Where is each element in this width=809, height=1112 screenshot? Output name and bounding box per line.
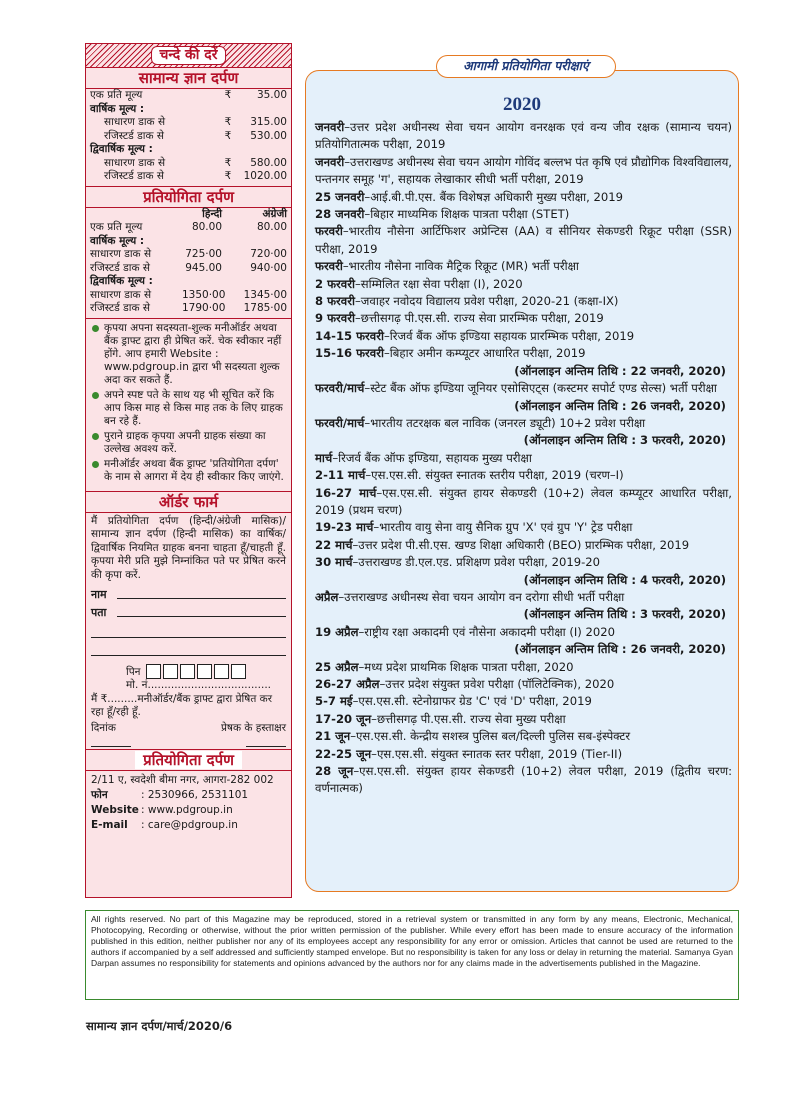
pd-rate-row <box>86 302 291 316</box>
rate-label: साधारण डाक से <box>104 116 166 128</box>
exam-text: –भारतीय वायु सेना वायु सैनिक ग्रुप 'X' एवं ग्रुप 'Y' ट्रेड परीक्षा <box>373 520 633 535</box>
address-field[interactable] <box>86 602 291 620</box>
rupee-sign <box>221 143 235 157</box>
rate-label: एक प्रति मूल्य <box>90 221 143 233</box>
exam-text: –एस.एस.सी. संयुक्त हायर सेकण्डरी (10+2) लेवल परीक्षा, 2019 (द्वितीय चरण: वर्णनात्मक) <box>315 764 732 796</box>
signature-lines <box>86 737 291 747</box>
exam-text: –उत्तराखण्ड अधीनस्थ सेवा चयन आयोग गोविंद बल्लभ पंत कृषि एवं प्रौद्योगिक विश्वविद्यालय, पन्तनगर समूह 'ग', सहायक लेखाकार सीधी भर्ती परीक्षा, 2019 <box>315 154 732 187</box>
pd-title: प्रतियोगिता दर्पण <box>86 187 291 208</box>
exam-item <box>315 659 732 676</box>
subscription-header <box>86 44 291 68</box>
exam-item <box>315 467 732 484</box>
address-line-2[interactable] <box>91 620 286 638</box>
online-deadline: (ऑनलाइन अन्तिम तिथि : 26 जनवरी, 2020) <box>514 398 726 413</box>
exam-list <box>306 116 738 798</box>
rate-amount: 1020.00 <box>243 170 287 182</box>
rate-hindi: 80.00 <box>191 221 222 233</box>
exam-text: –एस.एस.सी. संयुक्त हायर सेकण्डरी (10+2) लेवल कम्प्यूटर आधारित परीक्षा, 2019 (प्रथम चरण) <box>315 485 732 517</box>
rate-label: रजिस्टर्ड डाक से <box>104 170 164 182</box>
rate-hindi: 725·00 <box>185 248 222 260</box>
rate-hindi: 1350·00 <box>182 288 226 301</box>
exam-date: 14-15 फरवरी <box>315 328 384 343</box>
address-line: 2/11 ए, स्वदेशी बीमा नगर, आगरा-282 002 <box>91 773 274 786</box>
exam-date: 26-27 अप्रैल <box>315 677 380 691</box>
exam-date: 16-27 मार्च <box>315 485 377 500</box>
exam-item <box>315 415 732 432</box>
year-heading: 2020 <box>503 94 541 115</box>
exam-date: 30 मार्च <box>315 555 353 570</box>
exam-text: –छत्तीसगढ़ पी.एस.सी. राज्य सेवा मुख्य परीक्षा <box>371 711 566 726</box>
publisher-address <box>86 750 291 835</box>
rupee-sign: ₹ <box>224 89 232 101</box>
rate-amount <box>235 143 287 157</box>
exam-date: 17-20 जून <box>315 711 372 726</box>
exam-date: फरवरी/मार्च <box>315 415 365 430</box>
sgd-rate-row <box>86 170 291 184</box>
exam-item <box>315 189 732 206</box>
note-item <box>90 458 287 484</box>
subscription-panel <box>85 43 292 898</box>
exam-item <box>315 119 732 154</box>
rate-english: 80.00 <box>256 221 287 233</box>
pd-rate-row <box>86 289 291 303</box>
exam-date: जनवरी <box>315 120 345 134</box>
exam-date: 22-25 जून <box>315 746 372 761</box>
notes-list <box>86 319 291 489</box>
col-hindi: हिन्दी <box>202 207 222 220</box>
exam-item <box>315 485 732 520</box>
date-label: दिनांक <box>91 721 116 734</box>
bullet-icon <box>92 325 99 332</box>
exam-text: –स्टेट बैंक ऑफ इण्डिया जूनियर एसोसिएट्स (कस्टमर सपोर्ट एण्ड सेल्स) भर्ती परीक्षा <box>364 381 717 396</box>
note-text: पुराने ग्राहक कृपया अपनी ग्राहक संख्या का उल्लेख अवश्य करें. <box>104 429 266 455</box>
rate-english: 1785·00 <box>243 302 287 314</box>
exam-text: –उत्तर प्रदेश अधीनस्थ सेवा चयन आयोग वनरक्षक एवं वन्य जीव रक्षक (सामान्य चयन) प्रतियोगितात्मक परीक्षा, 2019 <box>315 120 732 152</box>
exam-text: –एस.एस.सी. संयुक्त स्नातक स्तरीय परीक्षा, 2019 (चरण–I) <box>365 468 624 483</box>
exam-item <box>315 380 732 397</box>
exam-item <box>315 154 732 189</box>
exam-date: 2 फरवरी <box>315 276 355 291</box>
rate-label: द्विवार्षिक मूल्य : <box>90 275 153 287</box>
exam-text: –एस.एस.सी. संयुक्त स्नातक स्तर परीक्षा, 2019 (Tier-II) <box>371 746 623 761</box>
pd-rates <box>86 187 291 319</box>
sgd-title: सामान्य ज्ञान दर्पण <box>86 68 291 89</box>
exam-date: 15-16 फरवरी <box>315 346 384 361</box>
sgd-rate-rows <box>86 89 291 184</box>
order-form-title: ऑर्डर फार्म <box>86 492 291 513</box>
pd-rate-row <box>86 248 291 262</box>
rate-label: द्विवार्षिक मूल्य : <box>90 143 153 155</box>
website-label: Website <box>91 803 139 816</box>
exam-item <box>315 519 732 536</box>
exam-date: फरवरी <box>315 259 343 274</box>
exam-item <box>315 258 732 275</box>
exam-item <box>315 746 732 763</box>
exam-text: –भारतीय नौसेना नाविक मैट्रिक रिक्रूट (MR) भर्ती परीक्षा <box>342 259 579 274</box>
online-deadline: (ऑनलाइन अन्तिम तिथि : 26 जनवरी, 2020) <box>514 642 726 657</box>
sgd-rate-row <box>86 143 291 157</box>
page-footer: सामान्य ज्ञान दर्पण/मार्च/2020/6 <box>86 1019 233 1033</box>
address-label: पता <box>91 606 107 619</box>
pd-rate-row <box>86 275 291 289</box>
exam-text: –मध्य प्रदेश प्राथमिक शिक्षक पात्रता परीक्षा, 2020 <box>358 659 574 674</box>
exam-text: –जवाहर नवोदय विद्यालय प्रवेश परीक्षा, 2020-21 (कक्षा-IX) <box>354 294 619 309</box>
note-item <box>90 389 287 428</box>
publisher-title: प्रतियोगिता दर्पण <box>86 750 291 771</box>
exam-text: –उत्तर प्रदेश पी.सी.एस. खण्ड शिक्षा अधिकारी (BEO) प्रारम्भिक परीक्षा, 2019 <box>352 537 690 552</box>
exam-date: 19 अप्रैल <box>315 624 359 639</box>
sgd-rates <box>86 68 291 187</box>
exam-item <box>315 589 732 606</box>
rate-label: एक प्रति मूल्य <box>90 89 143 101</box>
pin-boxes[interactable] <box>146 664 248 679</box>
exam-date: 2-11 मार्च <box>315 468 366 483</box>
exam-text: –बिहार अमीन कम्प्यूटर आधारित परीक्षा, 2019 <box>384 346 586 361</box>
exam-date: अप्रैल <box>315 589 339 604</box>
exam-text: –एस.एस.सी. केन्द्रीय सशस्त्र पुलिस बल/दिल्ली पुलिस सब-इंस्पेक्टर <box>350 729 631 744</box>
rate-hindi: 1790·00 <box>182 302 226 314</box>
exam-date: 9 फरवरी <box>315 311 355 326</box>
address-line-3[interactable] <box>91 638 286 656</box>
rupee-sign <box>221 103 235 117</box>
rate-hindi: 945.00 <box>185 261 222 274</box>
email-link[interactable]: : care@pdgroup.in <box>141 818 238 831</box>
rate-label: साधारण डाक से <box>90 248 152 260</box>
exam-item <box>315 328 732 345</box>
bullet-icon <box>92 392 99 399</box>
note-item <box>90 430 287 456</box>
pin-label: पिन <box>126 665 141 678</box>
order-form <box>86 492 291 750</box>
pin-field[interactable] <box>86 656 291 679</box>
rate-amount: 35.00 <box>256 89 287 101</box>
rate-label: रजिस्टर्ड डाक से <box>90 261 150 274</box>
exam-date: जनवरी <box>315 154 345 169</box>
rate-english <box>222 235 287 249</box>
exam-item <box>315 450 732 467</box>
exam-item <box>315 676 732 693</box>
exam-date: फरवरी/मार्च <box>315 381 365 396</box>
exam-text: –उत्तराखण्ड अधीनस्थ सेवा चयन आयोग वन दरोगा सीधी भर्ती परीक्षा <box>338 589 625 604</box>
rate-amount <box>235 103 287 117</box>
sgd-rate-row <box>86 130 291 144</box>
online-deadline: (ऑनलाइन अन्तिम तिथि : 3 फरवरी, 2020) <box>523 433 726 448</box>
name-field[interactable] <box>86 584 291 602</box>
note-text: कृपया अपना सदस्यता-शुल्क मनीऑर्डर अथवा बैंक ड्राफ्ट द्वारा ही प्रेषित करें. चेक स्वीकार नहीं होंगे. आप हमारी Website : www.pdgroup.in द्वारा भी सदस्यता शुल्क अदा कर सकते हैं. <box>104 321 282 386</box>
signature-row <box>86 720 291 737</box>
exam-date: फरवरी <box>315 224 343 239</box>
exam-text: –भारतीय नौसेना आर्टिफिशर अप्रेन्टिस (AA) व सीनियर सेकण्डरी रिक्रूट परीक्षा (SSR) परीक्षा, 2019 <box>315 224 732 256</box>
rate-english: 1345·00 <box>243 288 287 301</box>
exam-item <box>315 728 732 745</box>
rate-hindi <box>182 235 222 249</box>
note-item <box>90 322 287 387</box>
address-block <box>86 771 291 835</box>
rate-label: वार्षिक मूल्य : <box>90 234 145 247</box>
pd-rate-rows <box>86 221 291 316</box>
sgd-rate-row <box>86 103 291 117</box>
pd-column-headers <box>86 208 291 222</box>
exam-text: –सम्मिलित रक्षा सेवा परीक्षा (I), 2020 <box>354 276 523 291</box>
bullet-icon <box>92 461 99 468</box>
bullet-icon <box>92 433 99 440</box>
exam-date: मार्च <box>315 450 333 465</box>
pd-rate-row <box>86 221 291 235</box>
exam-date: 8 फरवरी <box>315 294 355 309</box>
exam-item <box>315 293 732 310</box>
exam-date: 25 जनवरी <box>315 189 365 204</box>
sgd-rate-row <box>86 157 291 171</box>
rupee-sign: ₹ <box>224 129 232 142</box>
exam-date: 19-23 मार्च <box>315 520 374 535</box>
exam-item <box>315 537 732 554</box>
exam-text: –राष्ट्रीय रक्षा अकादमी एवं नौसेना अकादमी परीक्षा (I) 2020 <box>358 624 615 639</box>
rate-label: साधारण डाक से <box>104 156 166 169</box>
rate-english <box>222 275 287 289</box>
upcoming-exams-header: आगामी प्रतियोगिता परीक्षाएं <box>436 55 616 78</box>
exam-item <box>315 711 732 728</box>
exam-date: 22 मार्च <box>315 537 353 552</box>
rate-amount: 580.00 <box>250 156 287 169</box>
exam-date: 28 जनवरी <box>315 207 365 222</box>
rupee-sign: ₹ <box>224 170 232 182</box>
exam-date: 5-7 मई <box>315 694 353 709</box>
signature-label: प्रेषक के हस्ताक्षर <box>220 721 286 734</box>
rate-english: 940·00 <box>250 261 287 274</box>
exam-text: –रिजर्व बैंक ऑफ इण्डिया, सहायक मुख्य परीक्षा <box>332 450 532 465</box>
exam-item <box>315 276 732 293</box>
online-deadline: (ऑनलाइन अन्तिम तिथि : 3 फरवरी, 2020) <box>523 607 726 622</box>
note-text: अपने स्पष्ट पते के साथ यह भी सूचित करें कि आप किस माह से किस माह तक के लिए ग्राहक बन रहे हैं. <box>104 388 283 427</box>
rate-label: रजिस्टर्ड डाक से <box>90 302 150 314</box>
rate-hindi <box>182 275 222 289</box>
phone-label: फोन <box>91 788 108 801</box>
payment-text: मैं ₹.........मनीऑर्डर/बैंक ड्राफ्ट द्वारा प्रेषित कर रहा हूँ/रही हूँ. <box>91 692 273 718</box>
exam-text: –एस.एस.सी. स्टेनोग्राफर ग्रेड 'C' एवं 'D' परीक्षा, 2019 <box>352 694 592 709</box>
pd-rate-row <box>86 262 291 276</box>
exam-item <box>315 763 732 798</box>
online-deadline: (ऑनलाइन अन्तिम तिथि : 22 जनवरी, 2020) <box>514 363 726 378</box>
col-english: अंग्रेजी <box>262 207 287 220</box>
mobile-field[interactable]: मो. नं..................................... <box>126 679 271 691</box>
rupee-sign: ₹ <box>224 156 232 169</box>
exam-text: –उत्तराखण्ड डी.एल.एड. प्रशिक्षण प्रवेश परीक्षा, 2019-20 <box>352 555 601 570</box>
exam-item <box>315 223 732 258</box>
rate-amount: 315.00 <box>250 116 287 128</box>
sgd-rate-row <box>86 89 291 103</box>
exam-item <box>315 624 732 641</box>
phone-value: : 2530966, 2531101 <box>141 788 249 801</box>
pd-rate-row <box>86 235 291 249</box>
exam-item <box>315 693 732 710</box>
website-link[interactable]: : www.pdgroup.in <box>141 803 233 816</box>
exam-text: –छत्तीसगढ़ पी.एस.सी. राज्य सेवा प्रारम्भिक परीक्षा, 2019 <box>354 311 604 326</box>
exam-text: –उत्तर प्रदेश संयुक्त प्रवेश परीक्षा (पॉलिटेक्निक), 2020 <box>379 677 615 691</box>
exam-text: –भारतीय तटरक्षक बल नाविक (जनरल ड्यूटी) 10+2 प्रवेश परीक्षा <box>364 415 646 430</box>
online-deadline: (ऑनलाइन अन्तिम तिथि : 4 फरवरी, 2020) <box>523 572 726 587</box>
exam-item <box>315 345 732 362</box>
rate-label: साधारण डाक से <box>90 288 152 301</box>
exam-text: –बिहार माध्यमिक शिक्षक पात्रता परीक्षा (STET) <box>364 207 570 222</box>
exam-date: 25 अप्रैल <box>315 659 359 674</box>
rate-amount: 530.00 <box>250 129 287 142</box>
sgd-rate-row <box>86 116 291 130</box>
subscription-notes <box>86 319 291 492</box>
rate-label: वार्षिक मूल्य : <box>90 102 145 115</box>
exam-date: 28 जून <box>315 764 354 779</box>
email-label: E-mail <box>91 818 128 831</box>
exam-item <box>315 206 732 223</box>
exam-item <box>315 310 732 327</box>
note-text: मनीऑर्डर अथवा बैंक ड्राफ्ट 'प्रतियोगिता दर्पण' के नाम से आगरा में देय ही स्वीकार किए जाएंगे. <box>104 457 284 483</box>
rupee-sign: ₹ <box>224 116 232 128</box>
name-label: नाम <box>91 588 107 601</box>
order-form-text: मैं प्रतियोगिता दर्पण (हिन्दी/अंग्रेजी मासिक)/ सामान्य ज्ञान दर्पण (हिन्दी मासिक) का वार्षिक/ द्विवार्षिक नियमित ग्राहक बनना चाहता हूँ/चाहती हूँ. कृपया मेरी प्रति मुझे निम्नांकित पते पर प्रेषित करने की कृपा करें. <box>91 514 286 581</box>
upcoming-exams-panel <box>305 70 739 892</box>
copyright-notice: All rights reserved. No part of this Magazine may be reproduced, stored in a retrieval system or transmitted in any form by any means, Electronic, Mechanical, Photocopying, Recording or otherwise, without the prior written permission of the publisher. While every effort has been made to ensure accuracy of the information published in this edition, neither publisher nor any of its employees accept any responsibility for any error or omission. Articles that cannot be used are returned to the authors if accompanied by a self addressed and sufficiently stamped envelope. But no responsibility is taken for any loss or delay in returning the material. Samanya Gyan Darpan assumes no responsibility for statements and opinions advanced by the authors nor for any claims made in the advertisements published in the Magazine. <box>85 910 739 1000</box>
exam-date: 21 जून <box>315 729 351 744</box>
rate-label: रजिस्टर्ड डाक से <box>104 129 164 142</box>
exam-text: –आई.बी.पी.एस. बैंक विशेषज्ञ अधिकारी मुख्य परीक्षा, 2019 <box>364 189 623 204</box>
rate-english: 720·00 <box>250 248 287 260</box>
exam-text: –रिजर्व बैंक ऑफ इण्डिया सहायक प्रारम्भिक परीक्षा, 2019 <box>384 328 635 343</box>
exam-item <box>315 554 732 571</box>
subscription-header-text: चन्दे की दरें <box>151 46 227 65</box>
